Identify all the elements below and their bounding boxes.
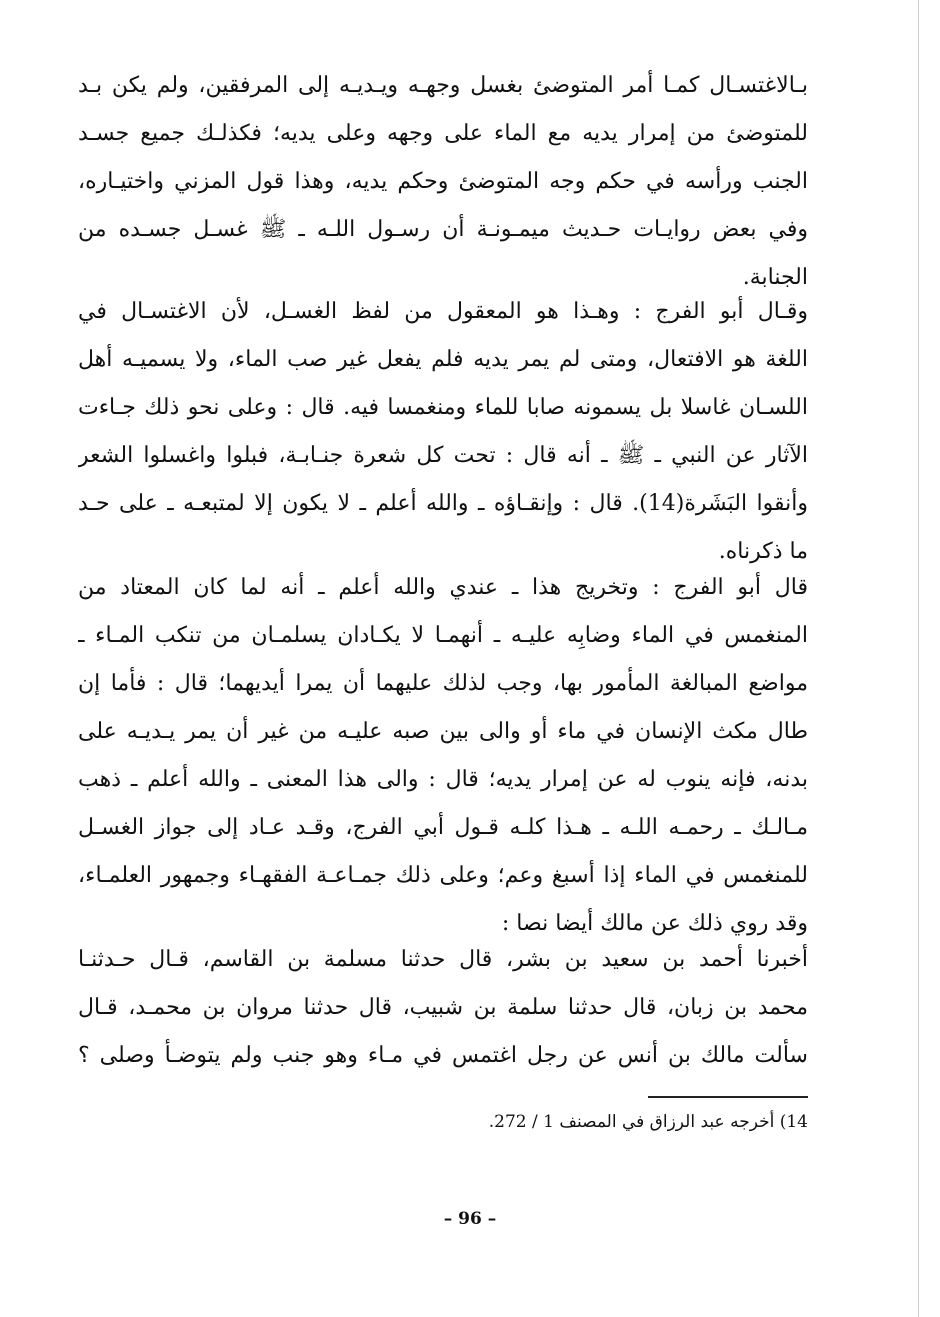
text-line: وقـال أبو الفرج : وهـذا هو المعقول من لفظ الغسـل، لأن الاغتسـال في	[78, 299, 808, 324]
paragraph-1	[78, 62, 808, 302]
text-line: وقد روي ذلك عن مالك أيضا نصا :	[501, 911, 808, 936]
text-line: أخبرنا أحمد بن سعيد بن بشر، قال حدثنا مسلمة بن القاسم، قـال حـدثنـا	[78, 947, 808, 972]
text-line: الجنابة.	[742, 265, 808, 290]
text-line: الجنب ورأسه في حكم وجه المتوضئ وحكم يديه، وهذا قول المزني واختيـاره،	[78, 169, 808, 194]
text-line: قال أبو الفرج : وتخريج هذا ـ عندي والله أعلم ـ أنه لما كان المعتاد من	[78, 575, 808, 600]
text-line: المنغمس في الماء وضابِه عليـه ـ أنهمـا لا يكـادان يسلمـان من تنكب المـاء ـ	[78, 623, 808, 648]
footnote-separator	[648, 1096, 808, 1098]
text-line: ما ذكرناه.	[718, 539, 808, 564]
text-line: مواضع المبالغة المأمور بها، وجب لذلك عليهما أن يمرا أيديهما؛ قال : فأما إن	[78, 671, 808, 696]
text-line: اللسـان غاسلا بل يسمونه صابا للماء ومنغمسا فيه. قال : وعلى نحو ذلك جـاءت	[78, 395, 808, 420]
paragraph-2	[78, 288, 808, 576]
page-edge-line	[918, 0, 919, 1317]
text-line: للمنغمس في الماء إذا أسبغ وعم؛ وعلى ذلك جمـاعـة الفقهـاء وجمهور العلمـاء،	[78, 863, 808, 888]
text-line: محمد بن زبان، قال حدثنا سلمة بن شبيب، قال حدثنا مروان بن محمـد، قـال	[78, 995, 808, 1020]
text-line: للمتوضئ من إمرار يديه مع الماء على وجهه وعلى يديه؛ فكذلـك جميع جسـد	[78, 121, 808, 146]
text-line: بـالاغتسـال كمـا أمر المتوضئ بغسل وجهـه ويـديـه إلى المرفقين، ولم يكن بـد	[78, 73, 808, 98]
text-line: وفي بعض روايـات حـديث ميمـونـة أن رسـول اللـه ـ ﷺ غسـل جسـده من	[78, 217, 808, 242]
paragraph-3	[78, 564, 808, 948]
footnote: 14) أخرجه عبد الرزاق في المصنف 1 / 272.	[488, 1112, 808, 1132]
text-line: وأنقوا البَشَرة(14). قال : وإنقـاؤه ـ والله أعلم ـ لا يكون إلا لمتبعـه ـ على حـد	[78, 491, 808, 516]
paragraph-4	[78, 936, 808, 1080]
text-line: بدنه، فإنه ينوب له عن إمرار يديه؛ قال : والى هذا المعنى ـ والله أعلم ـ ذهب	[78, 767, 808, 792]
page-number: – 96 –	[443, 1209, 497, 1229]
text-line: سألت مالك بن أنس عن رجل اغتمس في مـاء وهو جنب ولم يتوضـأ وصلى ؟	[78, 1043, 808, 1068]
text-line: طال مكث الإنسان في ماء أو والى بين صبه عليـه من غير أن يمر يـديـه على	[78, 719, 808, 744]
text-line: مـالـك ـ رحمـه اللـه ـ هـذا كلـه قـول أبي الفرج، وقـد عـاد إلى جواز الغسـل	[78, 815, 808, 840]
text-line: الآثار عن النبي ـ ﷺ ـ أنه قال : تحت كل شعرة جنـابـة، فبلوا واغسلوا الشعر	[78, 443, 808, 468]
text-line: اللغة هو الافتعال، ومتى لم يمر يديه فلم يفعل غير صب الماء، ولا يسميـه أهل	[78, 347, 808, 372]
